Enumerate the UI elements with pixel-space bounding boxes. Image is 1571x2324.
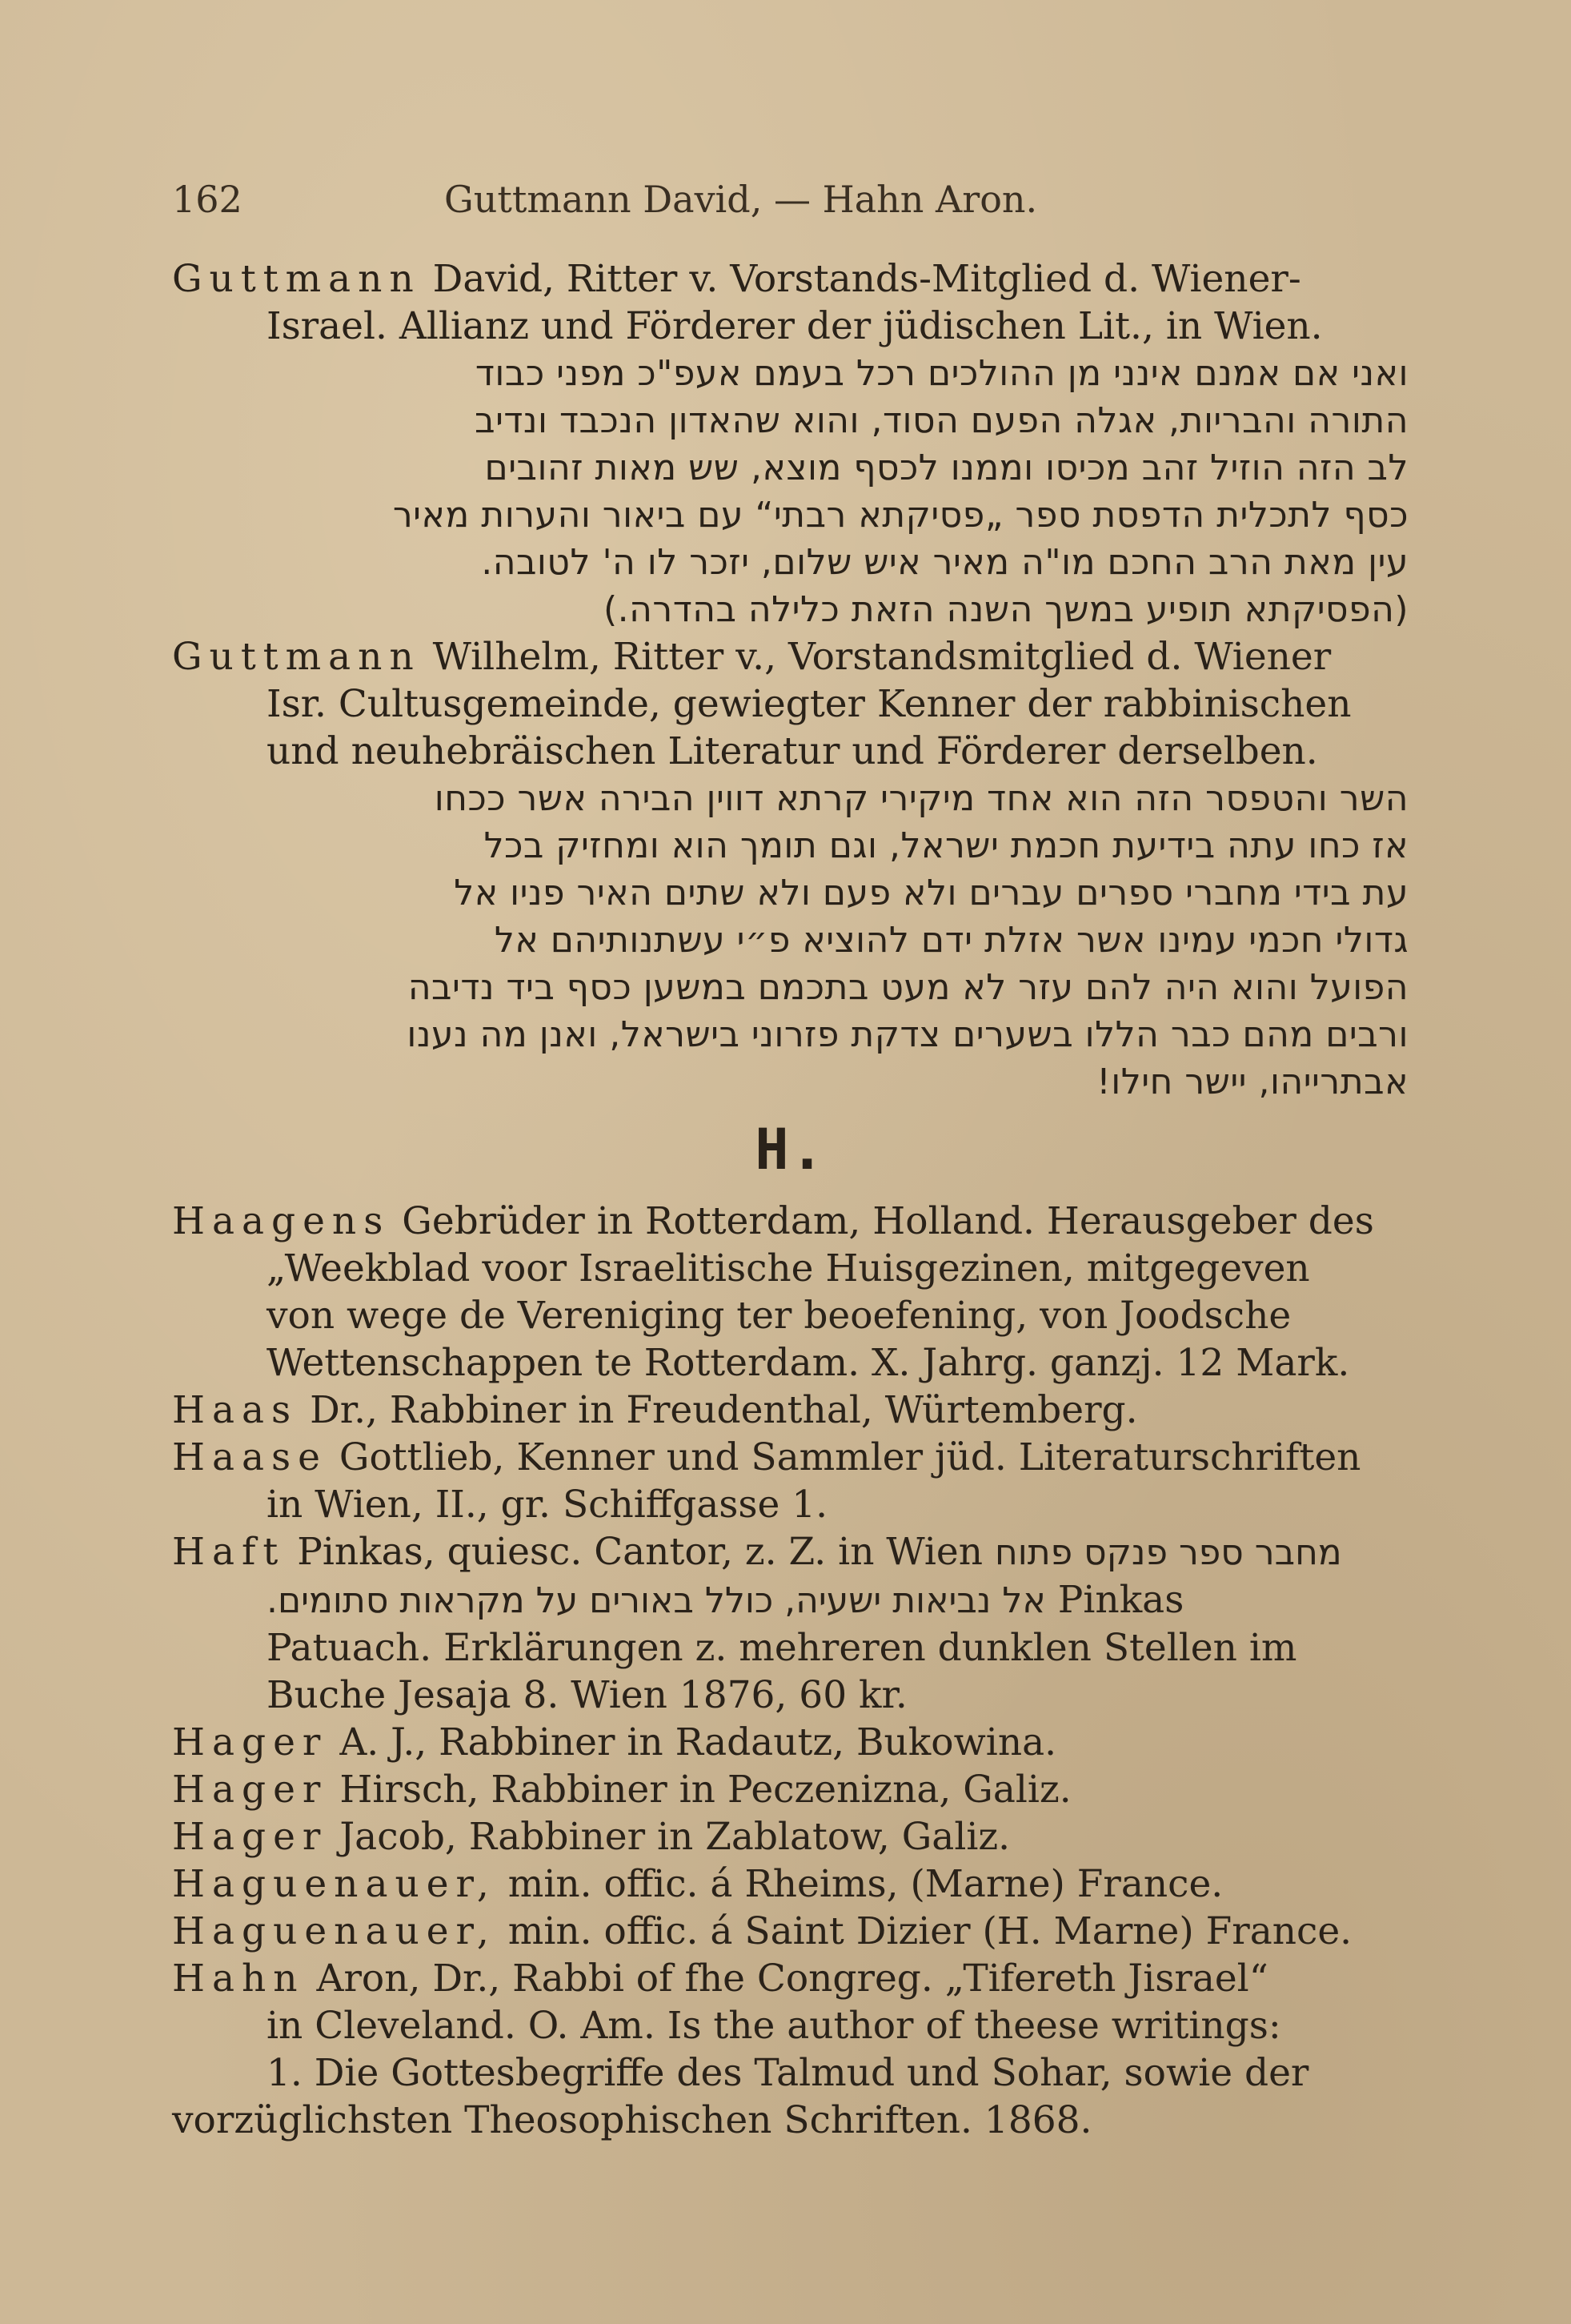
book-page (172, 176, 1409, 2144)
entry-continuation: Buche Jesaja 8. Wien 1876, 60 kr. (267, 1673, 908, 1717)
entry-text: A. J., Rabbiner in Radautz, Bukowina. (339, 1720, 1057, 1764)
entry-continuation: in Wien, II., gr. Schiffgasse 1. (267, 1483, 828, 1527)
entry-haase (172, 1434, 1409, 1528)
entry-continuation: von wege de Vereniging ter beoefening, von Joodsche (267, 1294, 1292, 1338)
entry-text: Jacob, Rabbiner in Zablatow, Galiz. (339, 1815, 1011, 1859)
entry-text: Gottlieb, Kenner und Sammler jüd. Literaturschriften (339, 1435, 1361, 1479)
entry-haguenauer-1 (172, 1860, 1409, 1908)
hebrew-line: ורבים מהם כבר הללו בשערים צדקת פזרוני בישראל, ואנן מה נענו (407, 1014, 1409, 1055)
entry-hager-a (172, 1719, 1409, 1766)
entry-haas (172, 1387, 1409, 1434)
entry-text: min. offic. á Rheims, (Marne) France. (507, 1862, 1224, 1906)
hebrew-line: התורה והבריות, אגלה הפעם הסוד, והוא שהאדון הנכבד ונדיב (475, 400, 1409, 441)
entry-name: Guttmann (172, 635, 421, 679)
entry-continuation: Israel. Allianz und Förderer der jüdischen Lit., in Wien. (267, 304, 1323, 348)
entry-text: Aron, Dr., Rabbi of fhe Congreg. „Tifereth Jisrael“ (316, 1957, 1268, 2001)
hebrew-line: גדולי חכמי עמינו אשר אזלת ידם להוציא פ״י עשתנותיהם אל (494, 920, 1409, 961)
entry-text: David, Ritter v. Vorstands-Mitglied d. Wiener- (432, 257, 1301, 301)
entry-name: Hager (172, 1720, 328, 1764)
entry-name: Haas (172, 1388, 299, 1432)
entry-name: Haase (172, 1435, 327, 1479)
hebrew-line: אז כחו עתה בידיעת חכמת ישראל, וגם תומך הוא ומחזיק בכל (483, 825, 1409, 866)
hebrew-line: ואני אם אמנם אינני מן ההולכים רכל בעמם אעפ"כ מפני כבוד (475, 353, 1409, 394)
entry-continuation: Isr. Cultusgemeinde, gewiegter Kenner der rabbinischen (267, 682, 1352, 726)
entry-name: Guttmann (172, 257, 421, 301)
entry-hager-h (172, 1766, 1409, 1813)
entry-continuation: Patuach. Erklärungen z. mehreren dunklen Stellen im (267, 1626, 1297, 1670)
hebrew-line: לב הזה הוזיל זהב מכיסו וממנו לכסף מוצא, שש מאות זהובים (484, 448, 1409, 488)
entry-continuation: „Weekblad voor Israelitische Huisgezinen, mitgegeven (267, 1246, 1310, 1290)
hebrew-line: עין מאת הרב החכם מו"ה מאיר איש שלום, יזכר לו ה' לטובה. (481, 542, 1409, 583)
hebrew-line: כסף לתכלית הדפסת ספר „פסיקתא רבתי“ עם ביאור והערות מאיר (392, 495, 1409, 536)
entry-name: Haguenauer, (172, 1862, 496, 1906)
entry-hahn (172, 1955, 1409, 2144)
entry-name: Haft (172, 1530, 286, 1574)
page-number: 162 (172, 178, 242, 221)
numbered-item (172, 2049, 1409, 2097)
item-continuation: vorzüglichsten Theosophischen Schriften. 1868. (172, 2098, 1092, 2142)
item-text: 1. Die Gottesbegriffe des Talmud und Sohar, sowie der (267, 2051, 1309, 2095)
entry-text: Pinkas (1057, 1578, 1184, 1622)
running-header (172, 176, 1409, 223)
entry-text: Gebrüder in Rotterdam, Holland. Herausgeber des (402, 1199, 1374, 1243)
entry-guttmann-david (172, 255, 1409, 633)
entry-continuation: Wettenschappen te Rotterdam. X. Jahrg. ganzj. 12 Mark. (267, 1341, 1350, 1385)
entry-guttmann-wilhelm (172, 633, 1409, 1106)
entry-name: Haagens (172, 1199, 391, 1243)
hebrew-line: אבתרייהו, יישר חילו! (1096, 1062, 1409, 1102)
inline-hebrew: מחבר ספר פנקס פתוח (994, 1532, 1342, 1573)
section-letter: H. (755, 1117, 826, 1182)
entry-text: Hirsch, Rabbiner in Peczenizna, Galiz. (339, 1768, 1072, 1812)
entry-haft (172, 1528, 1409, 1719)
entry-text: Pinkas, quiesc. Cantor, z. Z. in Wien (297, 1530, 984, 1574)
hebrew-line: הפועל והוא היה להם עזר לא מעט בתכמם במשען כסף ביד נדיבה (407, 967, 1409, 1008)
entry-hager-j (172, 1813, 1409, 1860)
hebrew-line: השר והטפסר הזה הוא אחד מיקירי קרתא דווין הבירה אשר ככחו (434, 778, 1409, 819)
entry-haagens (172, 1198, 1409, 1387)
entry-haguenauer-2 (172, 1908, 1409, 1955)
entry-text: min. offic. á Saint Dizier (H. Marne) France. (507, 1909, 1353, 1953)
entry-name: Hahn (172, 1957, 305, 2001)
entry-name: Hager (172, 1815, 328, 1859)
running-title: Guttmann David, — Hahn Aron. (444, 178, 1038, 221)
entry-name: Haguenauer, (172, 1909, 496, 1953)
hebrew-line: עת בידי מחברי ספרים עברים ולא פעם ולא שתים האיר פניו אל (454, 873, 1409, 913)
inline-hebrew: אל נביאות ישעיה, כולל באורים על מקראות סתומים. (267, 1580, 1046, 1621)
entry-name: Hager (172, 1768, 328, 1812)
hebrew-line: (הפסיקתא תופיע במשך השנה הזאת כלילה בהדרה.) (603, 589, 1409, 630)
entry-text: Wilhelm, Ritter v., Vorstandsmitglied d. Wiener (432, 635, 1332, 679)
entry-text: Dr., Rabbiner in Freudenthal, Würtemberg. (310, 1388, 1138, 1432)
entry-continuation: in Cleveland. O. Am. Is the author of theese writings: (267, 2004, 1281, 2048)
entry-continuation: und neuhebräischen Literatur und Förderer derselben. (267, 729, 1318, 773)
